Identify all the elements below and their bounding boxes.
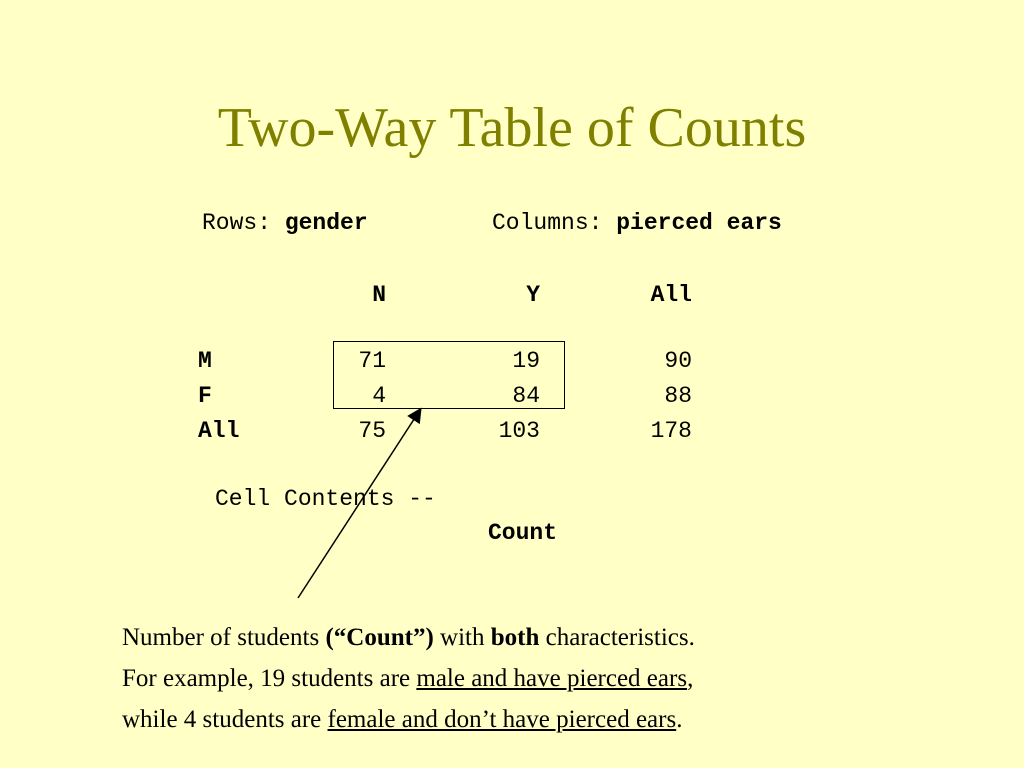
caption-text: , [687,665,694,692]
caption-text: characteristics. [539,624,695,651]
caption-line-1 [122,617,942,658]
cell-f-all: 88 [664,383,692,409]
cell-m-y: 19 [512,348,540,374]
caption-text: For example, 19 students are [122,665,417,692]
col-header-y: Y [526,282,540,308]
caption-text: while 4 students are [122,706,328,733]
caption-text: Number of students [122,624,326,651]
columns-variable: pierced ears [616,210,782,236]
cell-all-all: 178 [650,418,692,444]
cell-f-y: 84 [512,383,540,409]
cell-m-all: 90 [664,348,692,374]
caption-bold-both: both [490,624,540,651]
caption-text: . [676,706,683,733]
cell-contents-label: Cell Contents -- [215,486,436,512]
caption-line-2 [122,658,942,699]
cell-contents-value: Count [488,520,558,546]
caption-underline-female: female and don’t have pierced ears [327,706,677,733]
caption-underline-male: male and have pierced ears [416,665,688,692]
caption-bold-count: (“Count”) [325,624,434,651]
cell-all-y: 103 [498,418,540,444]
rows-variable: gender [284,210,368,236]
caption-line-3 [122,699,942,740]
col-header-n: N [372,282,386,308]
cell-m-n: 71 [358,348,386,374]
row-label-m: M [198,348,212,374]
caption [122,617,942,740]
rows-label-text: Rows: [202,210,272,236]
row-label-all: All [198,418,240,444]
row-label-f: F [198,383,212,409]
columns-label-text: Columns: [492,210,603,236]
slide-title: Two-Way Table of Counts [217,97,807,159]
col-header-all: All [650,282,692,308]
caption-text: with [433,624,491,651]
cell-f-n: 4 [372,383,386,409]
cell-all-n: 75 [358,418,386,444]
